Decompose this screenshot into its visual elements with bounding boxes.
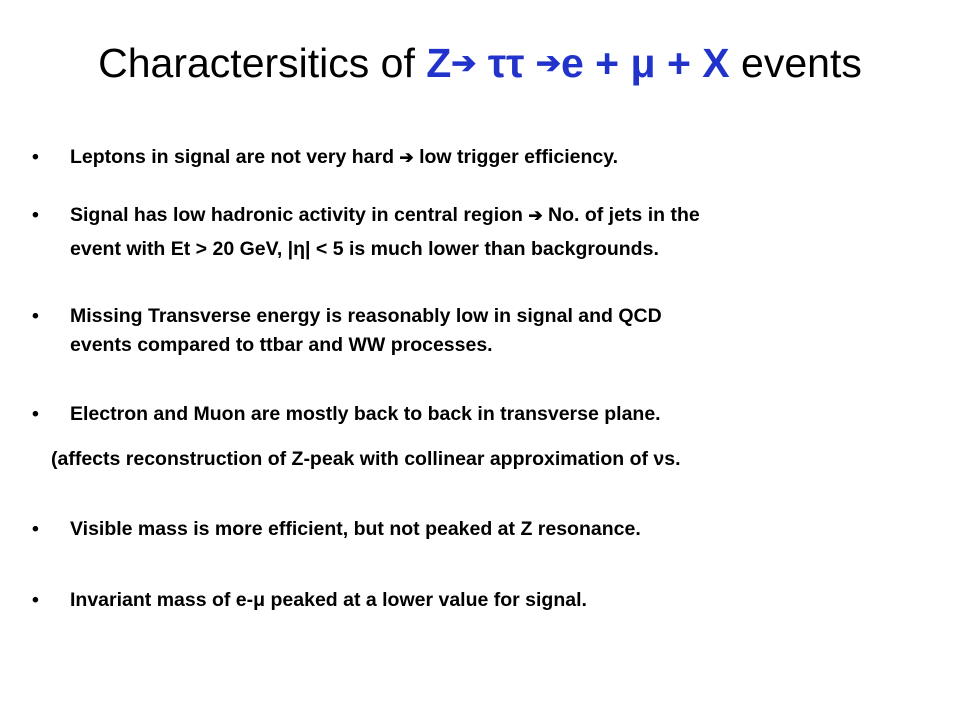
arrow-icon: ➔ xyxy=(451,47,477,80)
arrow-icon: ➔ xyxy=(535,47,561,80)
title-final-state: e + μ + X xyxy=(560,40,730,86)
bullet-marker: • xyxy=(32,204,39,226)
bullet-5-line-1: Visible mass is more efficient, but not peaked at Z resonance. xyxy=(70,518,641,540)
bullet-1-text-b: low trigger efficiency. xyxy=(413,146,619,168)
bullet-3-line-1: Missing Transverse energy is reasonably low in signal and QCD xyxy=(70,305,662,327)
title-prefix: Charactersitics of xyxy=(98,40,427,86)
bullet-marker: • xyxy=(32,305,39,327)
bullet-2-text-b: No. of jets in the xyxy=(542,204,700,226)
title-suffix: events xyxy=(729,40,862,86)
title-z: Z xyxy=(426,40,452,86)
bullet-4-line-2: (affects reconstruction of Z-peak with collinear approximation of νs. xyxy=(51,448,681,470)
bullet-2-line-2: event with Et > 20 GeV, |η| < 5 is much lower than backgrounds. xyxy=(70,238,659,260)
arrow-icon: ➔ xyxy=(528,206,543,225)
slide-title xyxy=(0,38,960,89)
bullet-1-text-a: Leptons in signal are not very hard xyxy=(70,146,400,168)
bullet-marker: • xyxy=(32,403,39,425)
bullet-marker: • xyxy=(32,518,39,540)
bullet-1 xyxy=(70,145,618,170)
bullet-2-line-1 xyxy=(70,203,700,228)
bullet-4-line-1: Electron and Muon are mostly back to back in transverse plane. xyxy=(70,403,661,425)
arrow-icon: ➔ xyxy=(399,148,414,167)
bullet-marker: • xyxy=(32,146,39,168)
title-tautau: ττ xyxy=(476,40,536,86)
bullet-6-line-1: Invariant mass of e-μ peaked at a lower value for signal. xyxy=(70,589,587,611)
bullet-2-text-a: Signal has low hadronic activity in central region xyxy=(70,204,529,226)
bullet-marker: • xyxy=(32,589,39,611)
bullet-3-line-2: events compared to ttbar and WW processes. xyxy=(70,334,493,356)
